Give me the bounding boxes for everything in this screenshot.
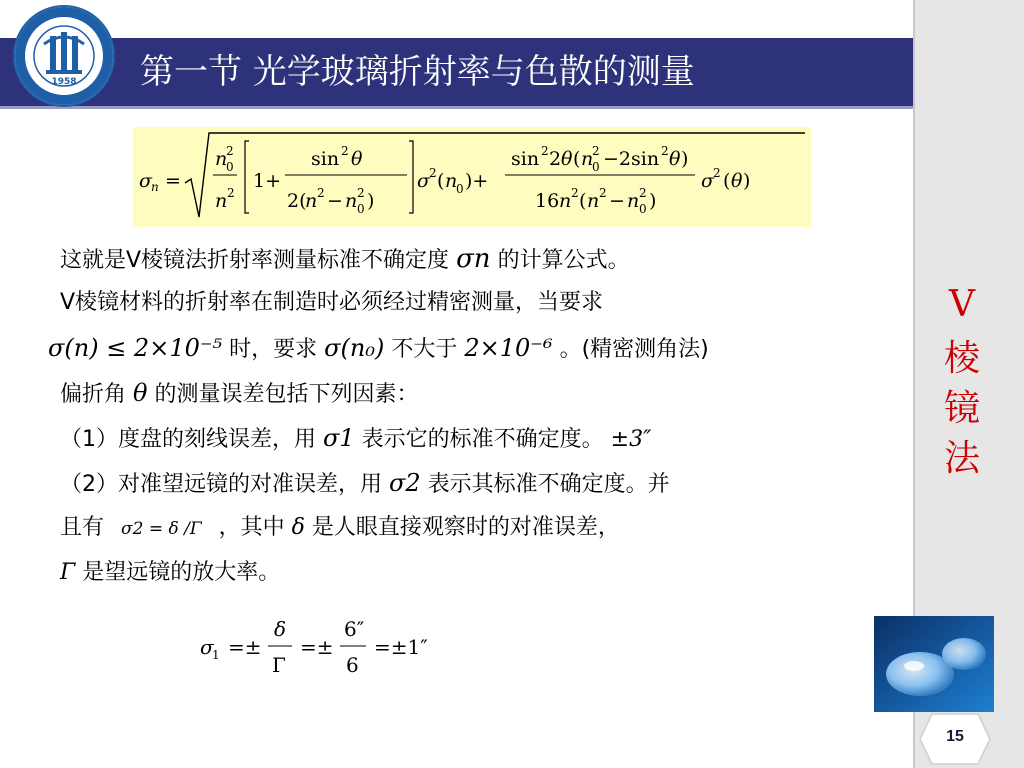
svg-text:2: 2	[227, 186, 235, 200]
theta-symbol: θ	[133, 379, 148, 407]
svg-text:0: 0	[639, 202, 647, 216]
svg-text:2: 2	[317, 186, 325, 200]
line5-a: （1）度盘的刻线误差，用	[60, 427, 316, 452]
svg-text:2: 2	[713, 166, 721, 180]
svg-text:2: 2	[549, 148, 562, 170]
svg-text:1+: 1+	[253, 170, 282, 192]
line5-b: 表示它的标准不确定度。	[361, 427, 604, 452]
svg-text:n: n	[587, 190, 600, 212]
sigma-2-symbol: σ2	[389, 469, 421, 497]
svg-text:n: n	[627, 190, 640, 212]
svg-text:n: n	[305, 190, 318, 212]
sigma-n0-symbol: σ(n₀)	[324, 334, 385, 362]
threshold-value: 2×10⁻⁶	[464, 334, 553, 362]
svg-text:2: 2	[571, 186, 579, 200]
svg-text:(: (	[723, 170, 731, 192]
bottom-formula	[196, 612, 456, 682]
svg-text:(: (	[573, 148, 581, 170]
line8-b: 是望远镜的放大率。	[82, 560, 281, 585]
svg-text:=: =	[165, 170, 181, 192]
text-line-2: V棱镜材料的折射率在制造时必须经过精密测量，当要求	[60, 290, 604, 315]
svg-text:σ: σ	[139, 170, 152, 192]
text-line-8	[60, 558, 280, 588]
svg-text:6″: 6″	[344, 617, 365, 641]
line7-c: 是人眼直接观察时的对准误差，	[311, 515, 620, 540]
svg-text:n: n	[559, 190, 572, 212]
svg-text:−: −	[327, 190, 343, 212]
svg-text:): )	[681, 148, 689, 170]
svg-text:2: 2	[592, 144, 600, 158]
text-line-6	[60, 468, 670, 500]
side-label-char-2: 棱	[943, 338, 980, 379]
line1-end: 的计算公式。	[497, 248, 630, 273]
gamma-symbol: Γ	[60, 560, 76, 585]
svg-text:0: 0	[226, 160, 234, 174]
svg-text:n: n	[445, 170, 458, 192]
main-formula	[133, 127, 811, 227]
line1-text: 这就是V棱镜法折射率测量标准不确定度	[60, 248, 450, 273]
svg-text:σ: σ	[200, 635, 214, 659]
svg-text:sin: sin	[311, 148, 340, 170]
svg-text:2: 2	[357, 186, 365, 200]
svg-text:2: 2	[639, 186, 647, 200]
sigma-n-symbol: σn	[456, 244, 491, 274]
text-line-7	[60, 513, 620, 544]
svg-text:0: 0	[456, 182, 464, 196]
line4-b: 的测量误差包括下列因素：	[154, 382, 419, 407]
delta-symbol: δ	[291, 515, 305, 540]
svg-text:): )	[367, 190, 375, 212]
svg-text:(: (	[579, 190, 587, 212]
svg-text:θ: θ	[669, 148, 681, 170]
side-label-v: V	[949, 284, 975, 325]
svg-text:n: n	[581, 148, 594, 170]
svg-text:θ: θ	[731, 170, 743, 192]
svg-text:2: 2	[226, 144, 234, 158]
plus-minus-3-value: ±3″	[610, 427, 652, 452]
svg-text:): )	[649, 190, 657, 212]
svg-text:n: n	[215, 148, 228, 170]
page-number: 15	[946, 728, 964, 745]
university-logo-icon	[12, 4, 116, 108]
svg-text:−2sin: −2sin	[603, 148, 660, 170]
svg-text:=±: =±	[228, 635, 262, 659]
svg-text:σ: σ	[701, 170, 714, 192]
line7-b: ，其中	[218, 515, 285, 540]
svg-text:n: n	[345, 190, 358, 212]
svg-text:=±1″: =±1″	[374, 635, 428, 659]
svg-text:n: n	[215, 190, 228, 212]
svg-text:Γ: Γ	[272, 653, 286, 677]
main-formula-box	[133, 127, 811, 227]
text-line-4	[60, 378, 418, 410]
line6-b: 表示其标准不确定度。并	[427, 472, 670, 497]
svg-text:θ: θ	[561, 148, 573, 170]
sigma2-formula: σ2 = δ /Γ	[121, 519, 202, 539]
line7-a: 且有	[60, 515, 105, 540]
svg-text:2: 2	[661, 144, 669, 158]
text-line-1	[60, 244, 630, 276]
sigma-1-symbol: σ1	[323, 424, 355, 452]
svg-text:0: 0	[592, 160, 600, 174]
svg-text:σ: σ	[417, 170, 430, 192]
svg-text:2(: 2(	[287, 190, 307, 212]
text-line-5	[60, 423, 651, 455]
title-bar-stripe	[0, 106, 913, 109]
svg-text:n: n	[151, 180, 159, 194]
line3-end: 。(精密测角法)	[559, 337, 709, 362]
logo-year: 1958	[51, 77, 77, 87]
svg-text:16: 16	[535, 190, 560, 212]
svg-text:0: 0	[357, 202, 365, 216]
svg-text:2: 2	[541, 144, 549, 158]
svg-text:sin: sin	[511, 148, 540, 170]
svg-text:(: (	[437, 170, 445, 192]
text-line-3	[48, 333, 709, 365]
svg-text:−: −	[609, 190, 625, 212]
svg-text:θ: θ	[351, 148, 363, 170]
svg-text:1: 1	[212, 648, 220, 662]
svg-text:2: 2	[341, 144, 349, 158]
page-title: 第一节 光学玻璃折射率与色散的测量	[140, 52, 695, 92]
line4-a: 偏折角	[60, 382, 127, 407]
line3-mid: 时，要求	[229, 337, 318, 362]
side-label-char-4: 法	[943, 438, 980, 479]
lens-photo	[874, 616, 994, 712]
svg-text:): )	[743, 170, 751, 192]
side-label-char-3: 镜	[943, 388, 980, 429]
svg-text:2: 2	[599, 186, 607, 200]
svg-text:)+: )+	[465, 170, 489, 192]
line3-mid2: 不大于	[391, 337, 458, 362]
svg-text:6: 6	[346, 653, 359, 677]
line6-a: （2）对准望远镜的对准误差，用	[60, 472, 382, 497]
svg-text:2: 2	[429, 166, 437, 180]
svg-text:=±: =±	[300, 635, 334, 659]
condition-formula: σ(n) ≤ 2×10⁻⁵	[48, 334, 223, 362]
svg-text:δ: δ	[274, 617, 287, 641]
